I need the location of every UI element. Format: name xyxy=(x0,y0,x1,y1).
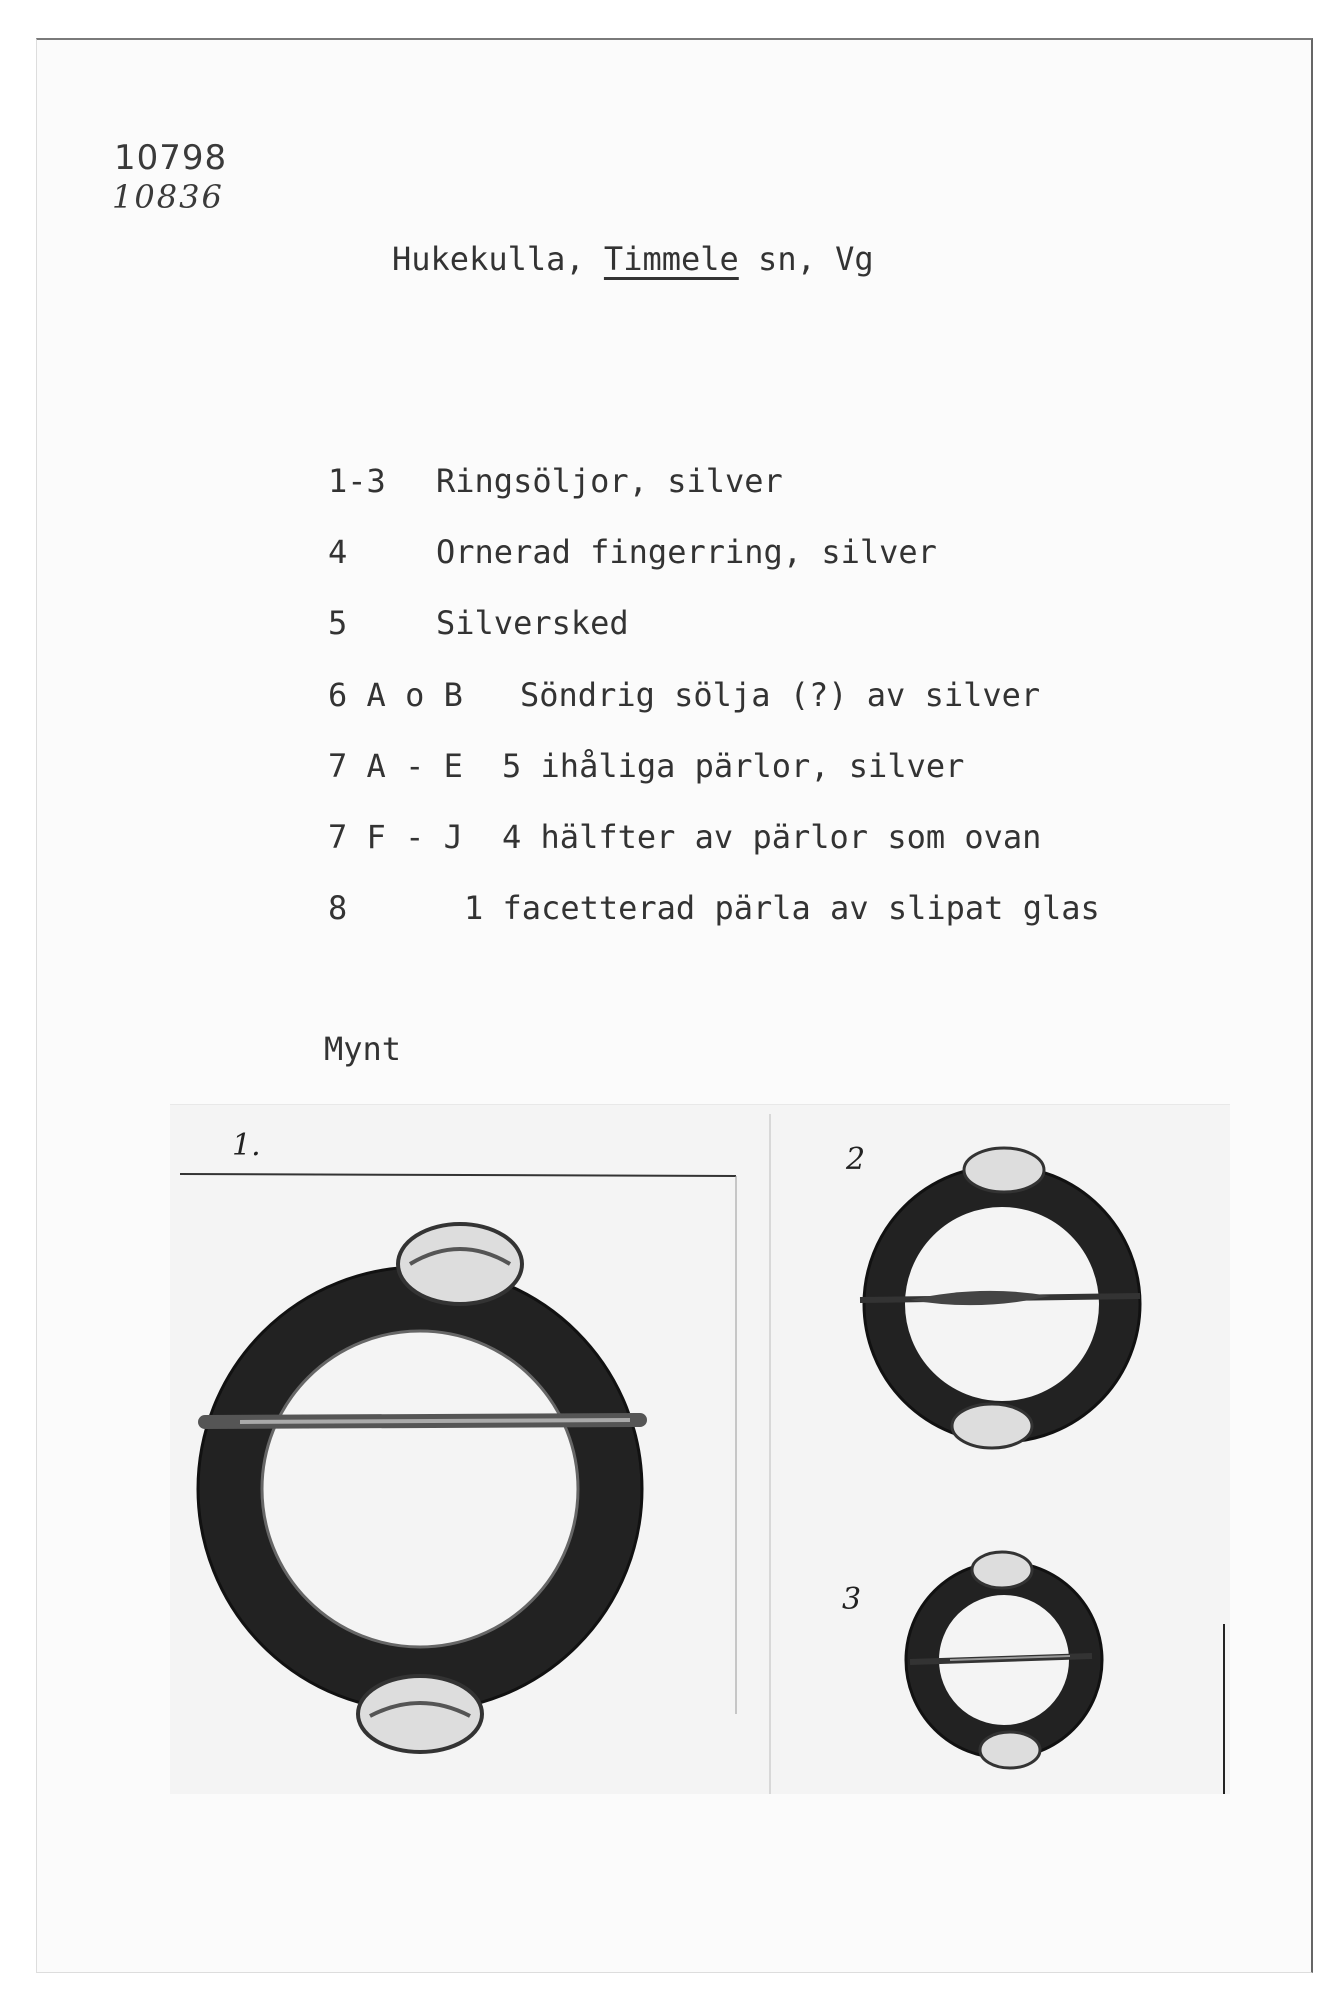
coins-label: Mynt xyxy=(324,1030,402,1068)
item-number: 7 A - E xyxy=(328,747,463,785)
brooch-1 xyxy=(198,1224,642,1752)
brooch-photograph xyxy=(170,1104,1230,1794)
find-location-title xyxy=(392,240,874,278)
brooch-2 xyxy=(860,1148,1140,1448)
item-number: 1-3 xyxy=(328,462,386,500)
item-description: Ringsöljor, silver xyxy=(436,462,783,500)
inventory-number-handwritten: 10836 xyxy=(112,178,224,216)
photo-label-3: 3 xyxy=(842,1582,862,1617)
brooches-illustration xyxy=(170,1104,1230,1794)
item-number: 8 xyxy=(328,889,348,927)
item-description: Ornerad fingerring, silver xyxy=(436,533,937,571)
item-number: 4 xyxy=(328,533,348,571)
photo-label-2: 2 xyxy=(846,1142,866,1177)
parish-name: Timmele xyxy=(603,240,739,278)
inventory-number-typed: 10798 xyxy=(114,138,228,178)
brooch-3 xyxy=(906,1552,1102,1768)
item-number: 5 xyxy=(328,604,348,642)
item-description: 5 ihåliga pärlor, silver xyxy=(502,747,965,785)
item-description: Söndrig sölja (?) av silver xyxy=(520,676,1041,714)
place-name: Hukekulla, xyxy=(392,240,585,278)
item-description: Silversked xyxy=(436,604,629,642)
region-suffix: sn, Vg xyxy=(758,240,874,278)
item-number: 7 F - J xyxy=(328,818,463,856)
item-description: 1 facetterad pärla av slipat glas xyxy=(464,889,1100,927)
item-description: 4 hälfter av pärlor som ovan xyxy=(502,818,1042,856)
photo-label-1: 1. xyxy=(232,1128,261,1163)
item-number: 6 A o B xyxy=(328,676,463,714)
